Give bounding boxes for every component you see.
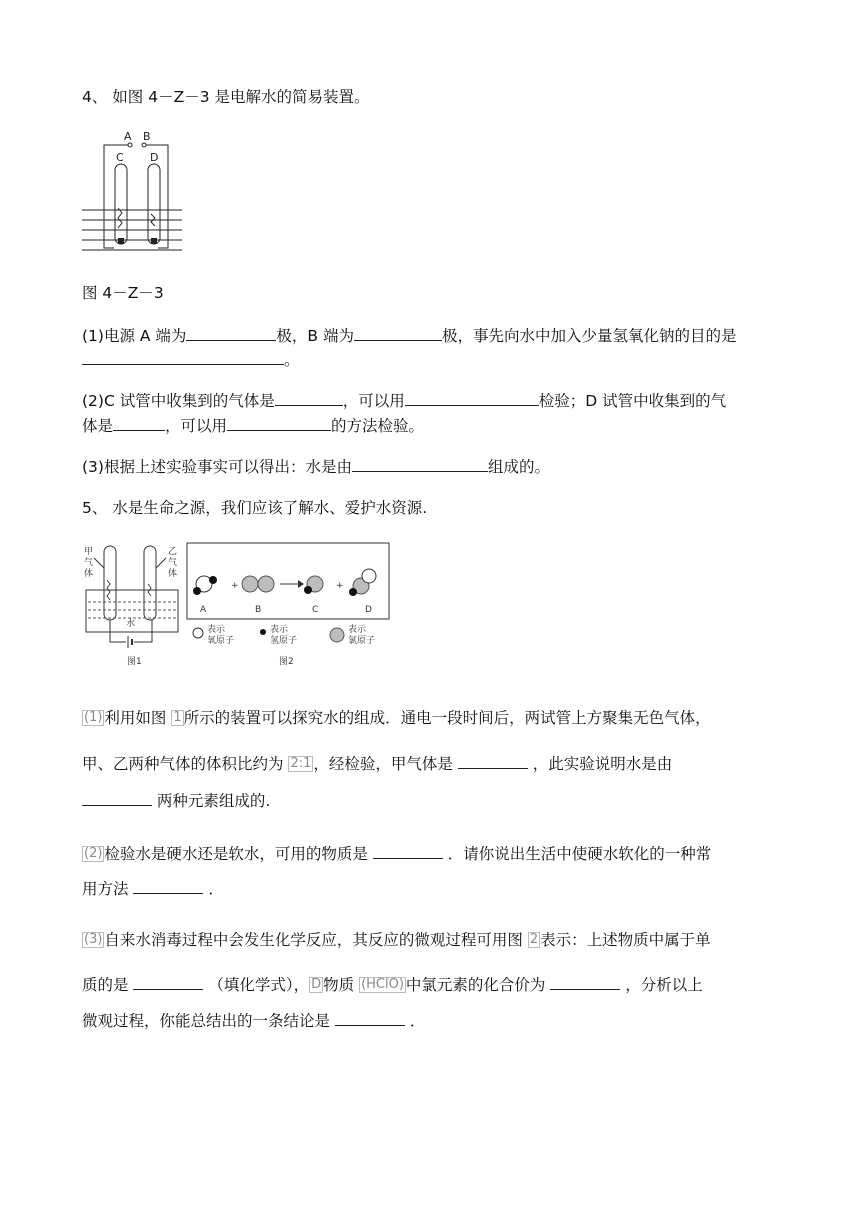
answer-blank[interactable]: [133, 877, 203, 894]
svg-text:氢原子: 氢原子: [270, 636, 298, 646]
q5-part3-cont: 质的是 （填化学式）， D 物质 (HClO) 中氯元素的化合价为 ，分析以上: [82, 973, 703, 996]
legend-chlorine: 表示: [348, 625, 367, 635]
molecule-b-label: B: [255, 605, 262, 615]
q5-part1-cont2: 两种元素组成的.: [82, 789, 270, 812]
q5-part1: (1) 利用如图 1 所示的装置可以探究水的组成．通电一段时间后，两试管上方聚集无色气体，: [84, 709, 711, 727]
figure-1-electrolysis: [82, 540, 182, 668]
legend-hydrogen: 表示: [270, 625, 289, 635]
svg-text:氯原子: 氯原子: [348, 636, 376, 646]
answer-blank[interactable]: [354, 324, 442, 341]
tube-d-label: D: [150, 151, 159, 164]
answer-blank[interactable]: [275, 389, 343, 406]
q4-part3: (3)根据上述实验事实可以得出：水是由 组成的。: [82, 455, 550, 478]
figure-2-reaction: [186, 542, 390, 668]
q4-part1-cont: 。: [82, 348, 300, 371]
water-label: 水: [126, 619, 136, 629]
answer-blank[interactable]: [352, 455, 488, 472]
svg-text:体: 体: [168, 569, 178, 579]
q5-part2: (2) 检验水是硬水还是软水，可用的物质是 ．请你说出生活中使硬水软化的一种常: [82, 842, 711, 865]
answer-blank[interactable]: [186, 324, 276, 341]
answer-blank[interactable]: [335, 1009, 405, 1026]
terminal-b-label: B: [143, 130, 151, 143]
q5-part1-cont: 甲、乙两种气体的体积比约为 2:1 ，经检验，甲气体是 ，此实验说明水是由: [82, 752, 672, 775]
svg-text:+: +: [231, 581, 239, 591]
q5-heading: 5、 水是生命之源，我们应该了解水、爱护水资源.: [82, 499, 428, 517]
answer-blank[interactable]: [82, 348, 284, 365]
molecule-a-label: A: [200, 605, 207, 615]
answer-blank[interactable]: [227, 414, 331, 431]
molecule-d-label: D: [365, 605, 372, 615]
svg-text:气: 气: [168, 558, 178, 568]
legend-oxygen: 表示: [207, 625, 226, 635]
answer-blank[interactable]: [458, 752, 528, 769]
svg-text:+: +: [336, 581, 344, 591]
gas-jia-label: 甲: [84, 547, 94, 557]
q4-part2-cont: 体是 ，可以用 的方法检验。: [82, 414, 424, 437]
electrolysis-apparatus-figure: [82, 128, 182, 254]
gas-yi-label: 乙: [168, 547, 178, 557]
figure-2-caption: 图2: [279, 657, 294, 667]
q4-part2: (2)C 试管中收集到的气体是 ，可以用 检验；D 试管中收集到的气: [82, 389, 726, 412]
answer-blank[interactable]: [82, 789, 152, 806]
svg-text:气: 气: [84, 558, 94, 568]
q5-part3-cont2: 微观过程，你能总结出的一条结论是 ．: [82, 1009, 425, 1032]
q4-part1: (1)电源 A 端为 极，B 端为 极，事先向水中加入少量氢氧化钠的目的是: [82, 324, 737, 347]
q5-part2-cont: 用方法 ．: [82, 877, 224, 900]
answer-blank[interactable]: [550, 973, 620, 990]
q4-heading: 4、 如图 4－Z－3 是电解水的简易装置。: [82, 88, 370, 106]
figure-1-caption: 图1: [127, 657, 142, 667]
answer-blank[interactable]: [133, 973, 203, 990]
figure-caption-4z3: 图 4－Z－3: [82, 284, 164, 302]
tube-c-label: C: [116, 151, 124, 164]
svg-text:体: 体: [84, 569, 94, 579]
answer-blank[interactable]: [113, 414, 165, 431]
answer-blank[interactable]: [373, 842, 443, 859]
molecule-c-label: C: [312, 605, 319, 615]
q5-part3: (3) 自来水消毒过程中会发生化学反应，其反应的微观过程可用图 2 表示：上述物质中属于单: [84, 931, 711, 949]
answer-blank[interactable]: [405, 389, 539, 406]
svg-text:氧原子: 氧原子: [207, 636, 235, 646]
terminal-a-label: A: [124, 130, 132, 143]
